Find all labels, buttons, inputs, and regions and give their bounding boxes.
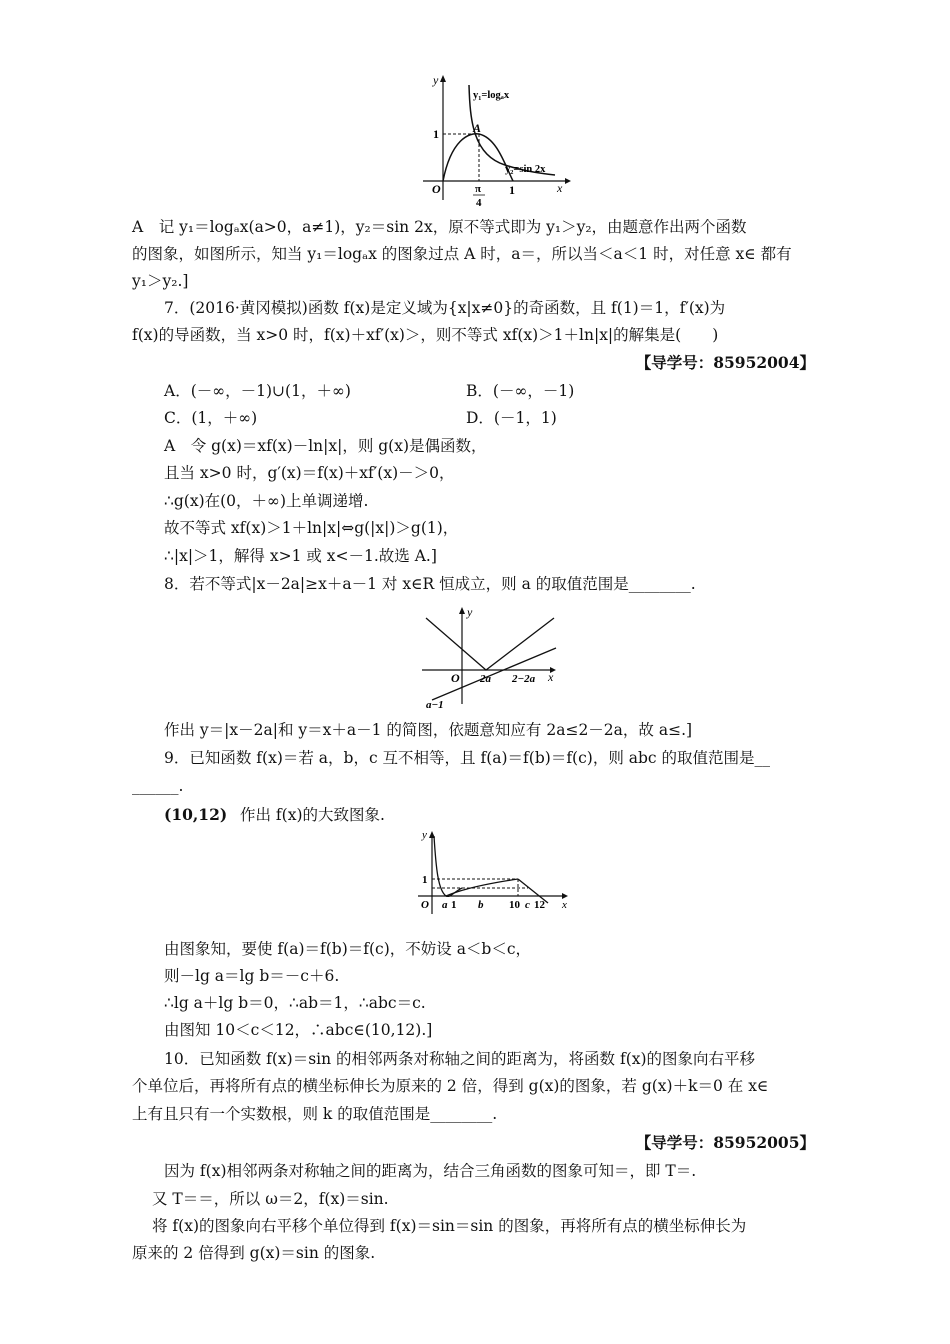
- tick-10: 10: [509, 899, 520, 911]
- solution-9-line-1: 作出 f(x)的大致图象.: [240, 806, 385, 824]
- origin-label: O: [451, 671, 460, 685]
- x-axis-label: x: [557, 181, 563, 195]
- solution-10-line-4: 原来的 2 倍得到 g(x)＝sin 的图象.: [132, 1244, 376, 1262]
- solution-10-line-2: 又 T＝＝，所以 ω＝2，f(x)＝sin.: [152, 1190, 389, 1208]
- solution-7-line-5: ∴|x|＞1，解得 x>1 或 x<－1.故选 A.]: [164, 547, 437, 565]
- tick-2a: 2a: [480, 673, 491, 685]
- solution-9-line-3: 则－lg a＝lg b＝－c＋6.: [164, 967, 340, 985]
- problem-7-line-2: f(x)的导函数，当 x>0 时，f(x)＋xf′(x)＞，则不等式 xf(x)＞1＋ln|x|的解集是( ): [132, 326, 719, 344]
- solution-10-line-1: 因为 f(x)相邻两条对称轴之间的距离为，结合三角函数的图象可知＝，即 T＝.: [164, 1162, 697, 1180]
- guide-number-2: 【导学号：85952005】: [635, 1133, 815, 1152]
- option-b: B．(－∞，－1): [466, 382, 575, 400]
- origin-label: O: [421, 899, 429, 911]
- solution-7-line-1: A 令 g(x)＝xf(x)－ln|x|，则 g(x)是偶函数，: [164, 437, 487, 455]
- solution-7-line-4: 故不等式 xf(x)＞1＋ln|x|⇔g(|x|)＞g(1)，: [164, 519, 459, 537]
- problem-9-line-2: ______.: [132, 777, 184, 795]
- x-arrow: [565, 178, 571, 184]
- solution-9-line-5: 由图知 10＜c＜12，∴abc∈(10,12).]: [164, 1021, 433, 1039]
- problem-9-line-1: 9．已知函数 f(x)＝若 a，b，c 互不相等，且 f(a)＝f(b)＝f(c)，则 abc 的取值范围是__: [164, 749, 771, 767]
- figure-abs-line: [418, 604, 568, 714]
- option-c: C．(1，＋∞): [164, 409, 258, 427]
- abs-curve: [426, 618, 554, 670]
- option-a: A．(－∞，－1)∪(1，＋∞): [164, 382, 351, 400]
- tick-one-x: 1: [451, 899, 457, 911]
- tick-b: b: [478, 899, 484, 911]
- tick-2-2a: 2−2a: [512, 673, 536, 685]
- answer-9: (10,12): [164, 805, 228, 824]
- y-tick-one: 1: [433, 127, 439, 141]
- figure-piecewise: [410, 828, 580, 918]
- guide-number-1: 【导学号：85952004】: [635, 353, 815, 372]
- x-axis-label: x: [562, 899, 567, 911]
- problem-10-line-3: 上有且只有一个实数根，则 k 的取值范围是________.: [132, 1105, 498, 1123]
- problem-10-line-2: 个单位后，再将所有点的横坐标伸长为原来的 2 倍，得到 g(x)的图象，若 g(x)＋k＝0 在 x∈: [132, 1077, 769, 1095]
- y-tick-one: 1: [422, 874, 428, 886]
- solution-7-line-3: ∴g(x)在(0，＋∞)上单调递增.: [164, 492, 369, 510]
- y-axis-label: y: [467, 605, 473, 619]
- y-arrow: [459, 607, 465, 614]
- problem-10-line-1: 10．已知函数 f(x)＝sin 的相邻两条对称轴之间的距离为，将函数 f(x)的图象向右平移: [164, 1050, 756, 1068]
- x-axis-label: x: [548, 670, 554, 684]
- origin-label: O: [432, 182, 441, 196]
- text-line-3: y₁＞y₂.]: [132, 272, 189, 290]
- solution-9-line-2: 由图象知，要使 f(a)＝f(b)＝f(c)，不妨设 a＜b＜c，: [164, 940, 532, 958]
- x-tick-four: 4: [476, 197, 482, 209]
- x-tick-one: 1: [509, 183, 515, 197]
- y-axis-label: y: [422, 829, 427, 841]
- solution-10-line-3: 将 f(x)的图象向右平移个单位得到 f(x)＝sin＝sin 的图象，再将所有点的横坐标伸长为: [152, 1217, 747, 1235]
- solution-8: 作出 y＝|x－2a|和 y＝x＋a－1 的简图，依题意知应有 2a≤2－2a，故 a≤.]: [164, 721, 693, 739]
- problem-8: 8．若不等式|x－2a|≥x＋a－1 对 x∈R 恒成立，则 a 的取值范围是________.: [164, 575, 696, 593]
- figure-log-sin: [415, 70, 575, 210]
- tick-a-1: a−1: [426, 699, 444, 711]
- x-tick-pi: π: [475, 183, 482, 195]
- y-arrow: [440, 75, 446, 82]
- y-axis-label: y: [433, 73, 439, 87]
- text-line-2: 的图象，如图所示，知当 y₁＝logₐx 的图象过点 A 时，a＝，所以当＜a＜1 时，对任意 x∈ 都有: [132, 245, 792, 263]
- solution-7-line-2: 且当 x>0 时，g′(x)＝f(x)＋xf′(x)－＞0，: [164, 464, 455, 482]
- log-curve: [434, 836, 462, 896]
- tick-12: 12: [534, 899, 545, 911]
- problem-7-line-1: 7．(2016·黄冈模拟)函数 f(x)是定义域为{x|x≠0}的奇函数，且 f(1)＝1，f′(x)为: [164, 299, 726, 317]
- tick-c: c: [525, 899, 530, 911]
- option-d: D．(－1，1): [466, 409, 557, 427]
- point-a-label: A: [473, 121, 482, 135]
- sin-curve-label: y₂=sin 2x: [505, 164, 546, 175]
- solution-9-line-4: ∴lg a＋lg b＝0，∴ab＝1，∴abc＝c.: [164, 994, 426, 1012]
- log-curve-label: y₁=logₐx: [473, 90, 510, 101]
- text-line-1: A 记 y₁＝logₐx(a>0，a≠1)，y₂＝sin 2x，原不等式即为 y₁＞y₂，由题意作出两个函数: [132, 218, 747, 236]
- tick-a: a: [442, 899, 448, 911]
